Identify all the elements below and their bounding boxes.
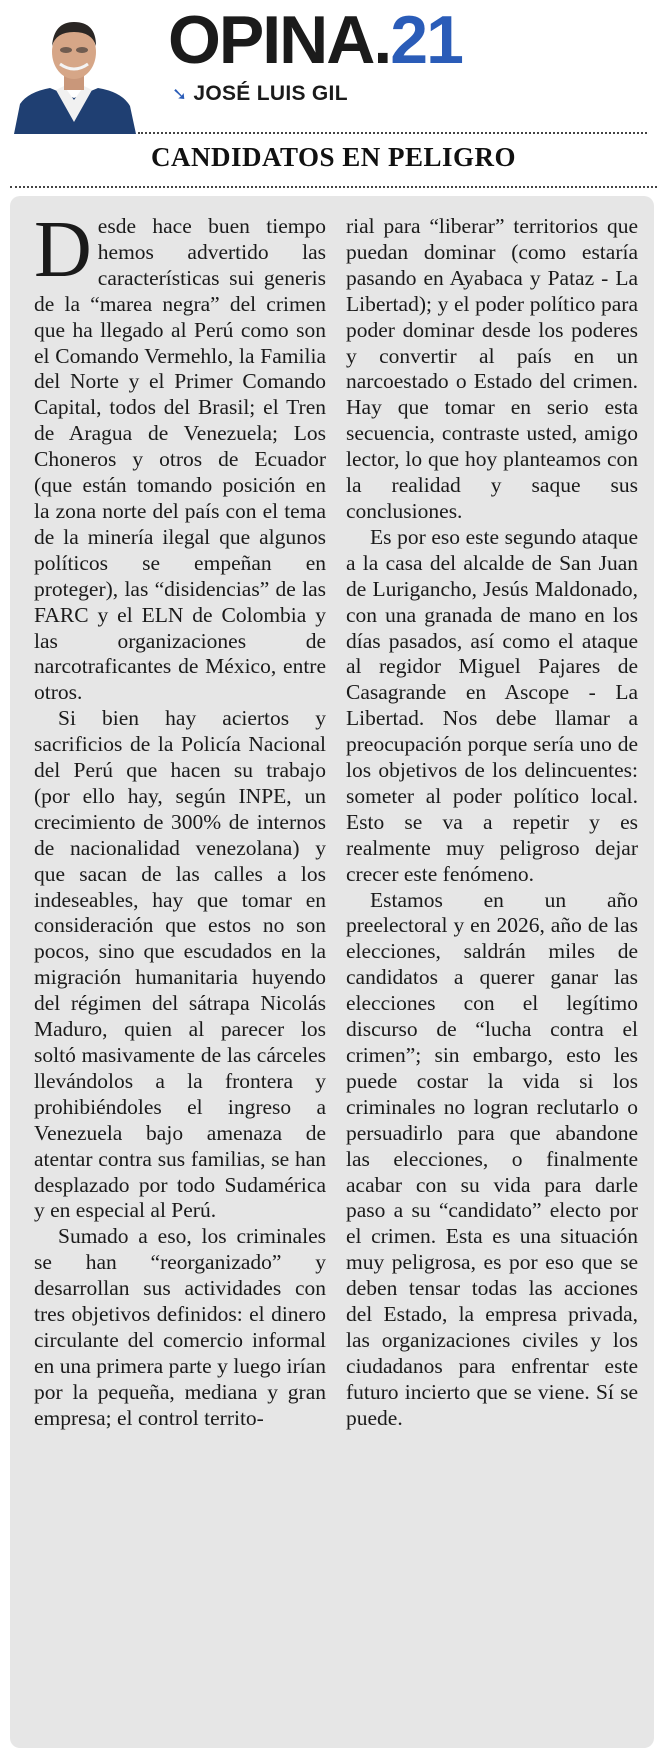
paragraph-text: esde hace buen tiempo hemos advertido las características sui generis de la “marea negra” del crimen que ha llegado al Perú como son el Comando Vermehlo, la Familia del Norte y el Primer Comando Capital, todos del Brasil; el Tren de Aragua de Venezuela; Los Choneros y otros de Ecuador (que están tomando posición en la zona norte del país con el tema de la minería ilegal que algunos políticos se empeñan en proteger), las “disidencias” de las FARC y el ELN de Colombia y las organizaciones de narcotraficantes de México, entre otros.	[34, 214, 326, 705]
article-title: CANDIDATOS EN PELIGRO	[150, 142, 517, 172]
brand-logo	[168, 2, 462, 78]
paragraph: Estamos en un año preelectoral y en 2026, año de las elecciones, saldrán miles de candidatos a querer ganar las elecciones con el legítimo discurso de “lucha contra el crimen”; sin embargo, esto les puede costar la vida si los criminales no logran reclutarlo o persuadirlo para que abandone las elecciones, o finalmente acabar con su vida para darle paso a su “candidato” electo por el crimen. Esta es una situación muy peligrosa, es por eso que se deben tensar todas las acciones del Estado, la empresa privada, las organizaciones civiles y los ciudadanos para enfrentar este futuro incierto que se viene. Sí se puede.	[346, 887, 638, 1430]
paragraph: Sumado a eso, los criminales se han “reorganizado” y desarrollan sus actividades con tres objetivos definidos: el dinero circulante del comercio informal en una primera parte y luego irían por la pequeña, mediana y gran empresa; el control territo-	[34, 1224, 326, 1430]
byline	[172, 82, 348, 106]
column-left	[34, 206, 326, 1432]
divider-bottom	[10, 186, 657, 188]
brand-main: OPINA.	[168, 2, 391, 78]
author-name: JOSÉ LUIS GIL	[193, 82, 348, 105]
paragraph: Es por eso este segundo ataque a la casa del alcalde de San Juan de Lurigancho, Jesús Maldonado, con una granada de mano en los días pasados, así como el ataque al regidor Miguel Pajares de Casagrande en Ascope - La Libertad. Nos debe llamar a preocupación porque sería uno de los objetivos de los delincuentes: someter al poder político local. Esto se va a repetir y es realmente muy peligroso dejar crecer este fenómeno.	[346, 524, 638, 886]
divider-top	[138, 132, 647, 134]
paragraph	[34, 206, 326, 706]
article-body	[10, 196, 654, 1748]
paragraph: Si bien hay aciertos y sacrificios de la Policía Nacional del Perú que hacen su trabajo (por ello hay, según INPE, un crecimiento de 300% de internos de nacionalidad venezolana) y que sacan de las calles a los indeseables, hay que tomar en consideración que estos no son pocos, sino que escudados en la migración humanitaria huyendo del régimen del sátrapa Nicolás Maduro, quien al parecer los soltó masivamente de las cárceles llevándolos a la frontera y prohibiéndoles el ingreso a Venezuela bajo amenaza de atentar contra sus familias, se han desplazado por todo Sudamérica y en especial al Perú.	[34, 706, 326, 1223]
brand-number: 21	[390, 2, 462, 78]
author-photo	[10, 12, 138, 134]
drop-cap: D	[34, 206, 92, 294]
arrow-down-right-icon: ➘	[172, 84, 188, 104]
header	[0, 0, 667, 172]
column-right	[346, 214, 638, 1432]
paragraph: rial para “liberar” territorios que puedan dominar (como estaría pasando en Ayabaca y Pataz - La Libertad); y el poder político para poder dominar desde los poderes y convertir al país en un narcoestado o Estado del crimen. Hay que tomar en serio esta secuencia, contraste usted, amigo lector, lo que hoy planteamos con la realidad y saque sus conclusiones.	[346, 214, 638, 523]
